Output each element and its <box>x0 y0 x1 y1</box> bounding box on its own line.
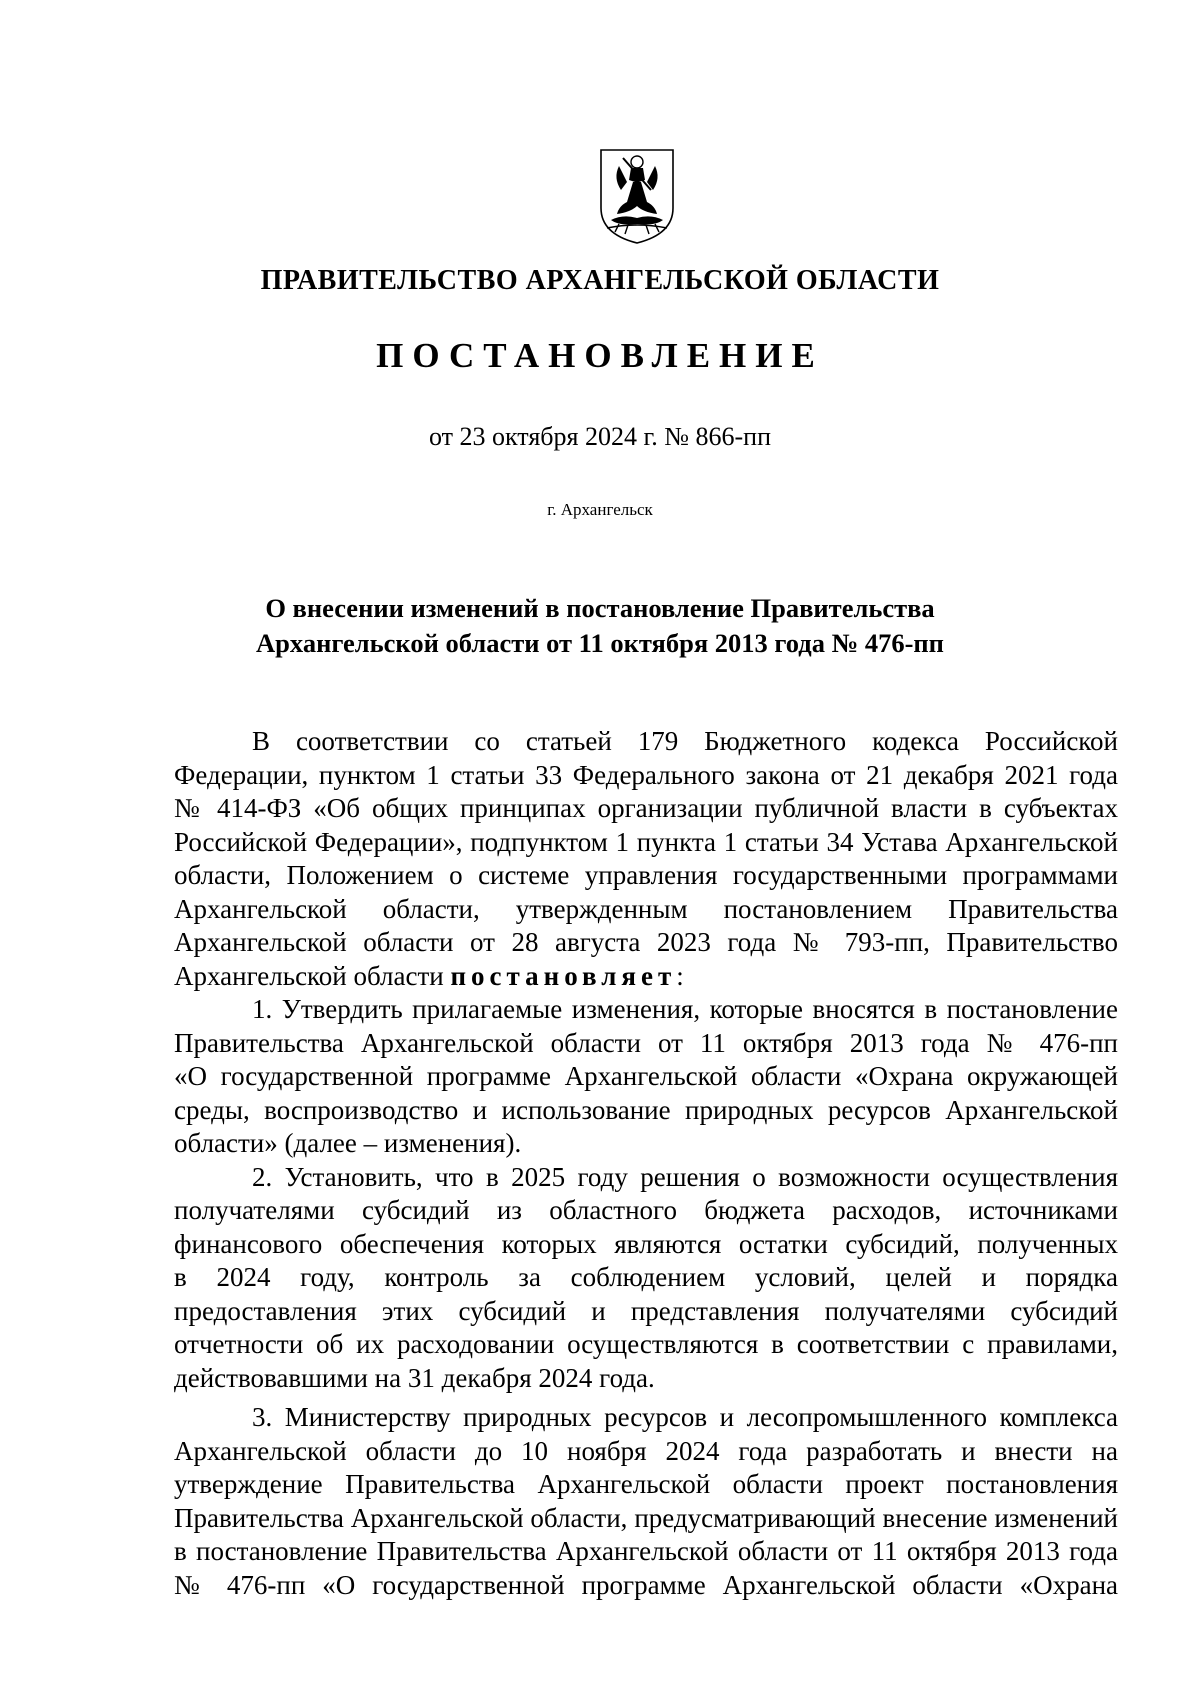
text-line: в 2024 году, контроль за соблюдением условий, целей и порядка <box>174 1262 1118 1292</box>
text-line: № 414-ФЗ «Об общих принципах организации публичной власти в субъектах <box>174 793 1118 823</box>
preamble-paragraph <box>174 725 1118 993</box>
text-line: 3. Министерству природных ресурсов и лесопромышленного комплекса <box>252 1402 1118 1432</box>
text-line <box>174 960 1118 994</box>
coat-of-arms-emblem <box>597 146 677 246</box>
text-line: получателями субсидий из областного бюджета расходов, источниками <box>174 1195 1118 1225</box>
text-line: № 476-пп «О государственной программе Архангельской области «Охрана <box>174 1569 1118 1600</box>
text-line: В соответствии со статьей 179 Бюджетного кодекса Российской <box>252 726 1118 756</box>
document-city: г. Архангельск <box>547 500 653 519</box>
text-fragment: : <box>676 960 684 991</box>
text-line: 2. Установить, что в 2025 году решения о возможности осуществления <box>252 1161 1118 1192</box>
document-type-title: ПОСТАНОВЛЕНИЕ <box>376 336 824 375</box>
resolves-keyword: постановляет <box>450 960 677 991</box>
text-line: финансового обеспечения которых являются остатки субсидий, полученных <box>174 1228 1118 1259</box>
text-line: действовавшими на 31 декабря 2024 года. <box>174 1362 655 1393</box>
government-title: ПРАВИТЕЛЬСТВО АРХАНГЕЛЬСКОЙ ОБЛАСТИ <box>260 265 940 296</box>
text-line: среды, воспроизводство и использование природных ресурсов Архангельской <box>174 1094 1118 1125</box>
text-line: Правительства Архангельской области, предусматривающий внесение изменений <box>174 1502 1118 1533</box>
text-line: отчетности об их расходовании осуществляются в соответствии с правилами, <box>174 1329 1118 1359</box>
text-line: области, Положением о системе управления государственными программами <box>174 860 1118 890</box>
text-line: «О государственной программе Архангельской области «Охрана окружающей <box>174 1061 1118 1091</box>
item-3-paragraph <box>174 1401 1118 1602</box>
text-line: в постановление Правительства Архангельской области от 11 октября 2013 года <box>174 1536 1118 1566</box>
item-2-paragraph <box>174 1161 1118 1396</box>
document-date-number: от 23 октября 2024 г. № 866-пп <box>429 422 771 451</box>
subject-line: Архангельской области от 11 октября 2013 года № 476-пп <box>256 628 944 658</box>
text-line: Российской Федерации», подпунктом 1 пункта 1 статьи 34 Устава Архангельской <box>174 826 1118 857</box>
text-fragment: Архангельской области <box>174 960 444 991</box>
text-line: области» (далее – изменения). <box>174 1128 522 1158</box>
text-line: Федерации, пунктом 1 статьи 33 Федерального закона от 21 декабря 2021 года <box>174 759 1118 790</box>
item-1-paragraph <box>174 993 1118 1161</box>
document-subject <box>0 591 1200 661</box>
text-line: предоставления этих субсидий и представления получателями субсидий <box>174 1295 1118 1326</box>
subject-line: О внесении изменений в постановление Правительства <box>265 593 935 623</box>
text-line: Правительства Архангельской области от 11 октября 2013 года № 476-пп <box>174 1027 1118 1058</box>
text-line: Архангельской области от 28 августа 2023 года № 793-пп, Правительство <box>174 927 1118 957</box>
text-line: Архангельской области, утвержденным постановлением Правительства <box>174 893 1118 924</box>
text-line: Архангельской области до 10 ноября 2024 года разработать и внести на <box>174 1435 1118 1466</box>
text-line: 1. Утвердить прилагаемые изменения, которые вносятся в постановление <box>252 994 1118 1024</box>
text-line: утверждение Правительства Архангельской области проект постановления <box>174 1469 1118 1499</box>
document-body <box>174 725 1118 1602</box>
